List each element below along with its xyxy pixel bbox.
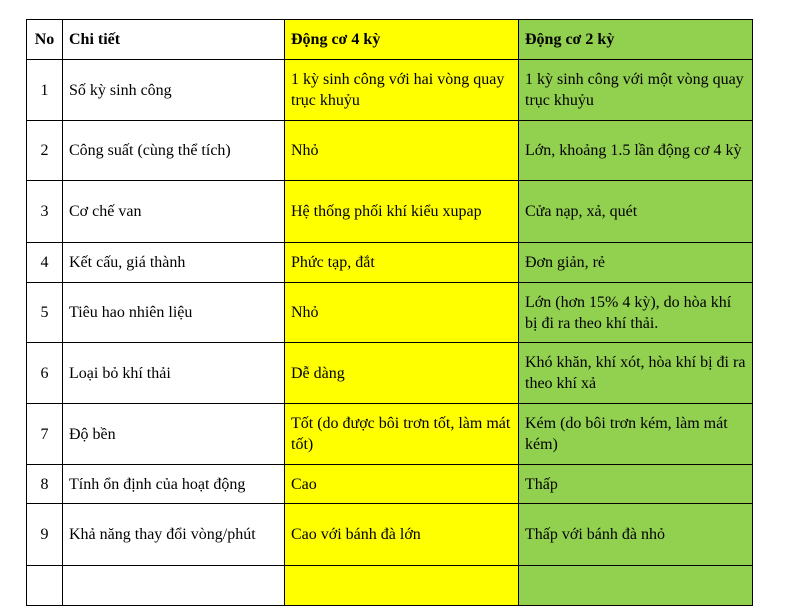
row-engine-4-stroke: Dễ dàng (285, 343, 519, 404)
row-detail (63, 566, 285, 606)
row-number: 7 (27, 404, 63, 465)
header-engine-4-stroke: Động cơ 4 kỳ (285, 20, 519, 60)
row-number: 5 (27, 283, 63, 343)
table-header-row (27, 20, 753, 60)
table-row (27, 283, 753, 343)
comparison-table-container (26, 19, 753, 606)
row-number: 4 (27, 243, 63, 283)
row-engine-2-stroke: Thấp với bánh đà nhỏ (519, 504, 753, 566)
row-engine-2-stroke: Khó khăn, khí xót, hòa khí bị đi ra theo khí xả (519, 343, 753, 404)
row-engine-2-stroke: Cửa nạp, xả, quét (519, 181, 753, 243)
row-engine-4-stroke: Tốt (do được bôi trơn tốt, làm mát tốt) (285, 404, 519, 465)
table-row (27, 243, 753, 283)
row-engine-4-stroke (285, 566, 519, 606)
row-engine-4-stroke: Cao (285, 465, 519, 504)
row-engine-4-stroke: Phức tạp, đắt (285, 243, 519, 283)
header-detail: Chi tiết (63, 20, 285, 60)
table-row (27, 504, 753, 566)
row-number (27, 566, 63, 606)
row-detail: Độ bền (63, 404, 285, 465)
row-engine-4-stroke: Hệ thống phối khí kiểu xupap (285, 181, 519, 243)
table-row (27, 566, 753, 606)
row-engine-2-stroke: 1 kỳ sinh công với một vòng quay trục khuỷu (519, 60, 753, 121)
header-no: No (27, 20, 63, 60)
table-row (27, 60, 753, 121)
row-engine-2-stroke: Đơn giản, rẻ (519, 243, 753, 283)
row-detail: Loại bỏ khí thải (63, 343, 285, 404)
row-detail: Tính ổn định của hoạt động (63, 465, 285, 504)
table-row (27, 404, 753, 465)
table-row (27, 343, 753, 404)
row-engine-2-stroke: Lớn, khoảng 1.5 lần động cơ 4 kỳ (519, 121, 753, 181)
row-number: 8 (27, 465, 63, 504)
row-engine-2-stroke (519, 566, 753, 606)
row-engine-4-stroke: 1 kỳ sinh công với hai vòng quay trục khuỷu (285, 60, 519, 121)
row-detail: Khả năng thay đổi vòng/phút (63, 504, 285, 566)
row-number: 3 (27, 181, 63, 243)
row-number: 9 (27, 504, 63, 566)
row-engine-2-stroke: Thấp (519, 465, 753, 504)
table-row (27, 465, 753, 504)
row-number: 2 (27, 121, 63, 181)
row-number: 6 (27, 343, 63, 404)
row-detail: Tiêu hao nhiên liệu (63, 283, 285, 343)
row-detail: Công suất (cùng thể tích) (63, 121, 285, 181)
row-engine-4-stroke: Cao với bánh đà lớn (285, 504, 519, 566)
table-row (27, 121, 753, 181)
row-number: 1 (27, 60, 63, 121)
row-engine-4-stroke: Nhỏ (285, 283, 519, 343)
row-engine-2-stroke: Kém (do bôi trơn kém, làm mát kém) (519, 404, 753, 465)
row-detail: Cơ chế van (63, 181, 285, 243)
engine-comparison-table (26, 19, 753, 606)
header-engine-2-stroke: Động cơ 2 kỳ (519, 20, 753, 60)
row-engine-4-stroke: Nhỏ (285, 121, 519, 181)
row-detail: Kết cấu, giá thành (63, 243, 285, 283)
row-engine-2-stroke: Lớn (hơn 15% 4 kỳ), do hòa khí bị đi ra theo khí thải. (519, 283, 753, 343)
row-detail: Số kỳ sinh công (63, 60, 285, 121)
table-row (27, 181, 753, 243)
